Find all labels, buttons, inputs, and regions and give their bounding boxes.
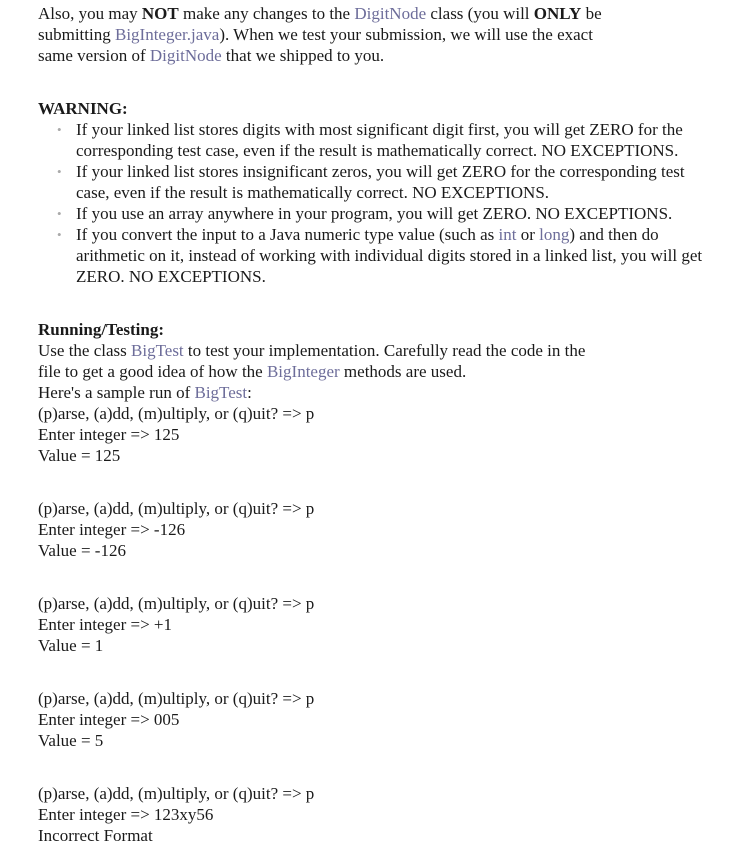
running-text: file to get a good idea of how the [38, 362, 267, 381]
sample-input: Enter integer => -126 [38, 520, 186, 539]
code-digitnode: DigitNode [149, 46, 222, 65]
warning-item: • If you use an array anywhere in your program, you will get ZERO. NO EXCEPTIONS. [76, 203, 718, 224]
running-text: : [247, 383, 252, 402]
code-bigtest: BigTest [194, 383, 248, 402]
sample-prompt: (p)arse, (a)dd, (m)ultiply, or (q)uit? => p [38, 689, 315, 708]
intro-text: ). When we test your submission, we will use the exact [219, 25, 593, 44]
sample-prompt: (p)arse, (a)dd, (m)ultiply, or (q)uit? => p [38, 404, 315, 423]
sample-result: Value = 5 [38, 731, 104, 750]
intro-text: be [581, 4, 602, 23]
code-int: int [498, 225, 517, 244]
intro-paragraph [38, 3, 718, 66]
running-text: Here's a sample run of [38, 383, 195, 402]
intro-text: submitting [38, 25, 115, 44]
warning-heading: WARNING: [38, 99, 128, 118]
warning-item: • If your linked list stores digits with most significant digit first, you will get ZERO for the corresponding test case, even if the result is mathematically correct. NO EXCEPTIONS. [76, 119, 718, 161]
sample-prompt: (p)arse, (a)dd, (m)ultiply, or (q)uit? => p [38, 499, 315, 518]
code-digitnode: DigitNode [354, 4, 427, 23]
intro-text: that we shipped to you. [221, 46, 385, 65]
document-body [38, 3, 718, 846]
sample-run-block [38, 593, 718, 656]
running-paragraph [38, 340, 718, 403]
sample-run-block [38, 783, 718, 846]
sample-input: Enter integer => 125 [38, 425, 180, 444]
sample-result: Incorrect Format [38, 826, 153, 845]
sample-prompt: (p)arse, (a)dd, (m)ultiply, or (q)uit? => p [38, 784, 315, 803]
sample-run-block [38, 403, 718, 466]
intro-text: make any changes to the [178, 4, 355, 23]
sample-prompt: (p)arse, (a)dd, (m)ultiply, or (q)uit? => p [38, 594, 315, 613]
sample-input: Enter integer => +1 [38, 615, 173, 634]
sample-input: Enter integer => 123xy56 [38, 805, 214, 824]
intro-text: same version of [38, 46, 150, 65]
code-biginteger-java: BigInteger.java [114, 25, 220, 44]
sample-run-block [38, 498, 718, 561]
running-heading: Running/Testing: [38, 320, 164, 339]
running-text: to test your implementation. Carefully read the code in the [183, 341, 586, 360]
code-long: long [539, 225, 570, 244]
warning-text: If you convert the input to a Java numeric type value (such as [76, 225, 499, 244]
running-text: Use the class [38, 341, 132, 360]
intro-text: Also, you may [38, 4, 142, 23]
emphasis-only: ONLY [533, 4, 582, 23]
running-text: methods are used. [339, 362, 467, 381]
code-biginteger: BigInteger [266, 362, 340, 381]
sample-result: Value = 125 [38, 446, 121, 465]
sample-input: Enter integer => 005 [38, 710, 180, 729]
intro-text: class (you will [426, 4, 534, 23]
warning-list [38, 119, 718, 287]
warning-item [76, 224, 718, 287]
warning-text: ) and then do arithmetic on it, instead of working with individual digits stored in a linked list, you will get ZERO. NO EXCEPTIONS. [76, 225, 703, 286]
code-bigtest: BigTest [131, 341, 184, 360]
warning-item: • If your linked list stores insignificant zeros, you will get ZERO for the corresponding test case, even if the result is mathematically correct. NO EXCEPTIONS. [76, 161, 718, 203]
sample-run-block [38, 688, 718, 751]
sample-result: Value = -126 [38, 541, 126, 560]
sample-result: Value = 1 [38, 636, 104, 655]
warning-text: or [516, 225, 540, 244]
emphasis-not: NOT [141, 4, 179, 23]
